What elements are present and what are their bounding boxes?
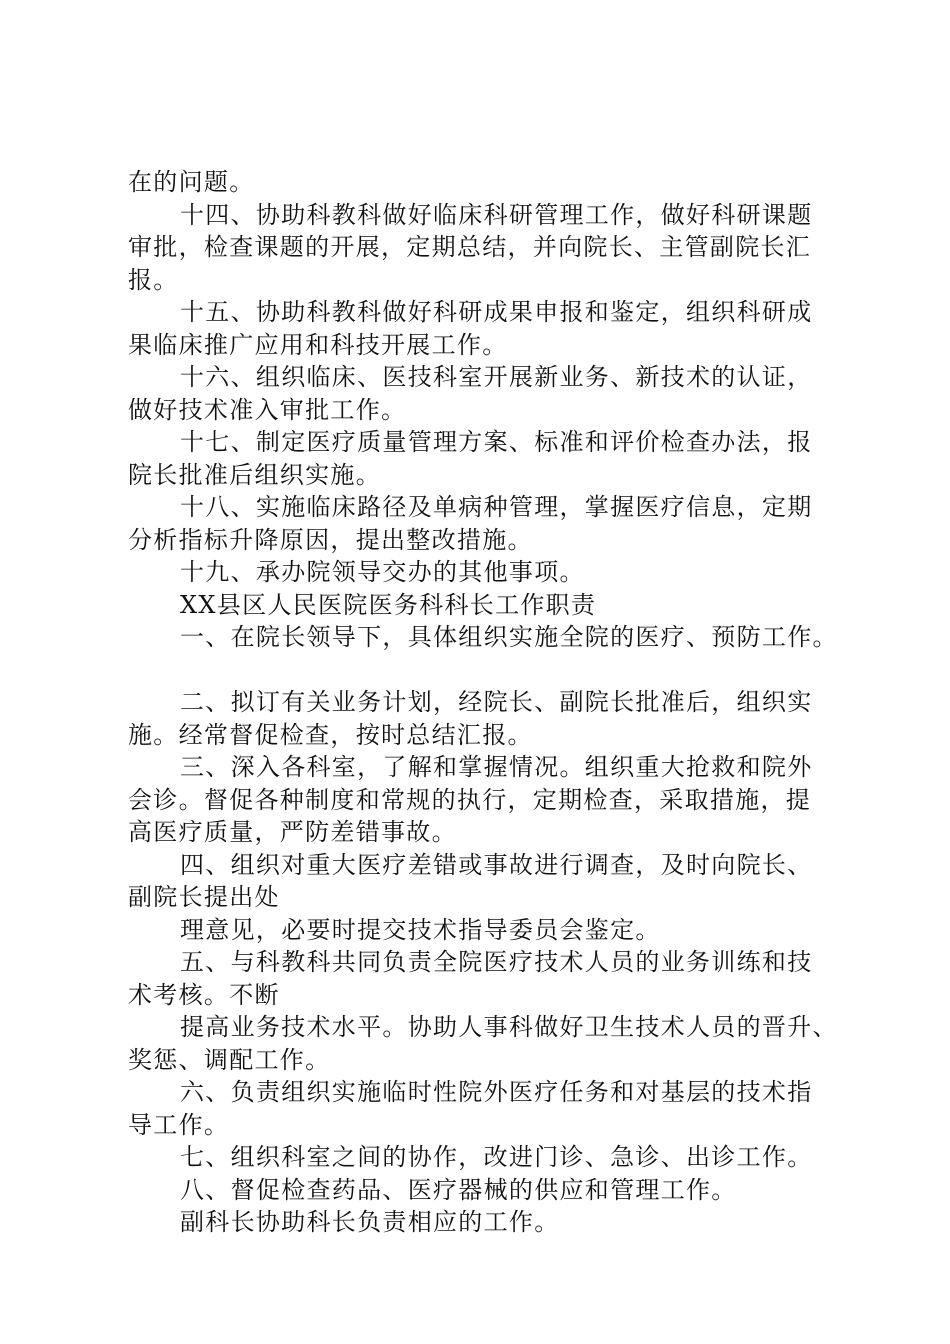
section-heading: XX县区人民医院医务科科长工作职责 bbox=[180, 590, 597, 619]
text-line: 二、拟订有关业务计划，经院长、副院长批准后，组织实 bbox=[180, 688, 813, 716]
text-line: 术考核。不断 bbox=[128, 980, 280, 1009]
text-line: 副院长提出处 bbox=[128, 883, 280, 911]
text-line: 十五、协助科教科做好科研成果申报和鉴定，组织科研成 bbox=[180, 298, 813, 326]
blank-line bbox=[128, 654, 840, 687]
text-line: 做好技术准入审批工作。 bbox=[128, 395, 407, 424]
text-line: 提高业务技术水平。协助人事科做好卫生技术人员的晋升、 bbox=[180, 1013, 838, 1041]
text-line: 八、督促检查药品、医疗器械的供应和管理工作。 bbox=[180, 1175, 737, 1204]
text-line: 高医疗质量，严防差错事故。 bbox=[128, 818, 457, 846]
text-line: 果临床推广应用和科技开展工作。 bbox=[128, 330, 508, 359]
text-line: 一、在院长领导下，具体组织实施全院的医疗、预防工作。 bbox=[180, 623, 838, 651]
text-line: 施。经常督促检查，按时总结汇报。 bbox=[128, 720, 533, 749]
text-line: 院长批准后组织实施。 bbox=[128, 460, 381, 489]
text-line: 十七、制定医疗质量管理方案、标准和评价检查办法，报 bbox=[180, 428, 813, 456]
text-line: 在的问题。 bbox=[128, 168, 255, 196]
text-line: 五、与科教科共同负责全院医疗技术人员的业务训练和技 bbox=[180, 948, 813, 976]
text-line: 四、组织对重大医疗差错或事故进行调查，及时向院长、 bbox=[180, 850, 813, 879]
text-line: 分析指标升降原因，提出整改措施。 bbox=[128, 525, 533, 554]
text-line: 导工作。 bbox=[128, 1110, 230, 1139]
text-line: 十八、实施临床路径及单病种管理，掌握医疗信息，定期 bbox=[180, 493, 813, 521]
text-line: 奖惩、调配工作。 bbox=[128, 1045, 331, 1074]
text-line: 审批，检查课题的开展，定期总结，并向院长、主管副院长汇 bbox=[128, 233, 812, 261]
text-line: 副科长协助科长负责相应的工作。 bbox=[180, 1208, 560, 1236]
text-line: 十四、协助科教科做好临床科研管理工作，做好科研课题 bbox=[180, 200, 813, 229]
text-line: 七、组织科室之间的协作，改进门诊、急诊、出诊工作。 bbox=[180, 1143, 813, 1171]
text-line: 理意见，必要时提交技术指导委员会鉴定。 bbox=[180, 915, 661, 944]
text-line: 十九、承办院领导交办的其他事项。 bbox=[180, 558, 585, 586]
text-line: 报。 bbox=[128, 265, 179, 294]
document-body bbox=[128, 166, 840, 1239]
text-line: 十六、组织临床、医技科室开展新业务、新技术的认证， bbox=[180, 363, 813, 391]
text-line: 六、负责组织实施临时性院外医疗任务和对基层的技术指 bbox=[180, 1078, 813, 1106]
text-line: 三、深入各科室，了解和掌握情况。组织重大抢救和院外 bbox=[180, 753, 813, 781]
text-line: 会诊。督促各种制度和常规的执行，定期检查，采取措施，提 bbox=[128, 785, 812, 814]
